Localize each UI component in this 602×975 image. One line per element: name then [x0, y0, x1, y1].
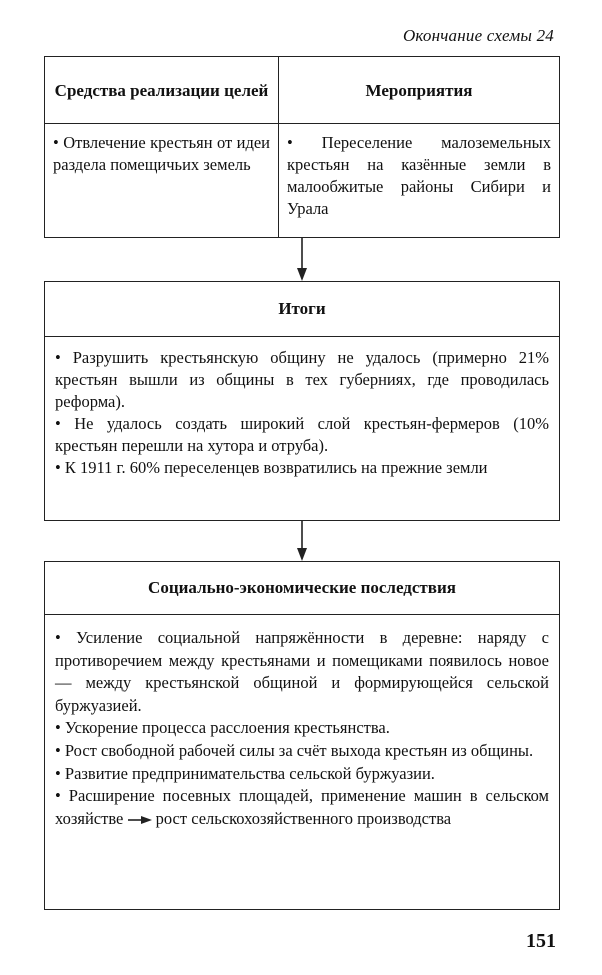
list-item: • Не удалось создать широкий слой крестьян-фермеров (10% крестьян перешли на хутора и отруба).: [55, 414, 549, 455]
consequences-block: [44, 561, 560, 910]
means-and-measures-table: [44, 56, 560, 238]
consequences-list: [45, 615, 559, 830]
list-item: • Ускорение процесса расслоения крестьянства.: [55, 718, 390, 738]
means-cell: [45, 124, 279, 238]
consequences-title: Социально-экономические последствия: [45, 562, 559, 615]
bullet-icon: •: [287, 133, 322, 152]
table-body-row: [45, 124, 559, 238]
list-item: • К 1911 г. 60% переселенцев возвратились на прежние земли: [55, 458, 488, 477]
measures-cell: [279, 124, 559, 238]
arrow-down-icon: [295, 521, 309, 561]
measures-header: Мероприятия: [365, 80, 473, 100]
list-item: • Развитие предпринимательства сельской буржуазии.: [55, 763, 435, 783]
table-header-row: [45, 57, 559, 124]
list-item: • Рост свободной рабочей силы за счёт выхода крестьян из общины.: [55, 740, 534, 760]
means-item: Отвлечение крестьян от идеи раздела помещичьих земель: [53, 133, 270, 174]
means-header: Средства реализации целей: [45, 57, 279, 123]
page-number: 151: [526, 930, 556, 952]
arrow-right-icon: [128, 815, 152, 825]
arrow-down-icon: [295, 238, 309, 281]
scheme-caption: Окончание схемы 24: [402, 26, 554, 45]
list-item: • Усиление социальной напряжённости в деревне: наряду с противоречием между крестьянами и помещиками появилось новое — между крестьянской общиной и формирующейся сельской буржуазией.: [55, 628, 549, 715]
results-block: [44, 281, 560, 521]
bullet-icon: •: [53, 133, 64, 152]
results-list: [45, 337, 559, 479]
list-item: • Разрушить крестьянскую общину не удалось (примерно 21% крестьян вышли из общины в тех губерниях, где проводилась реформа).: [55, 348, 549, 411]
list-item: • Расширение посевных площадей, применение машин в сельском хозяйстве рост сельскохозяйственного производства: [55, 786, 549, 828]
measures-item: Переселение малоземельных крестьян на казённые земли в малообжитые районы Сибири и Урала: [287, 133, 551, 218]
results-title: Итоги: [45, 282, 559, 337]
